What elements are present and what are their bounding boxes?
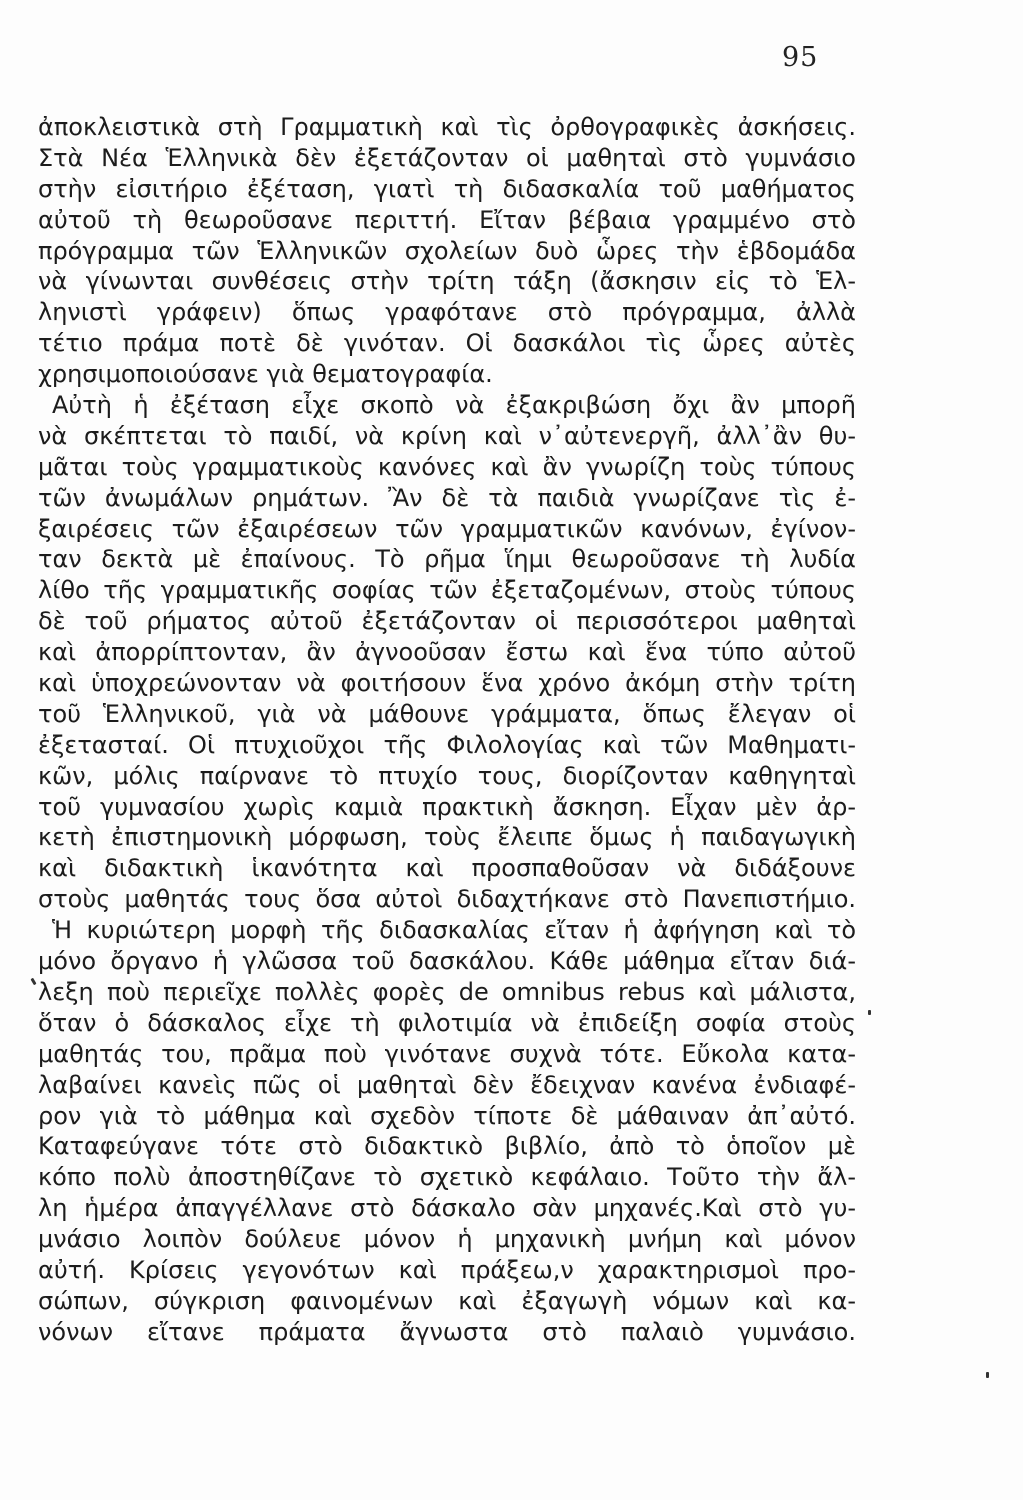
text-line: καὶ ἀπορρίπτονταν, ἂν ἀγνοοῦσαν ἔστω καὶ ἕνα τύπο αὐτοῦ — [38, 638, 856, 667]
text-line: ρον γιὰ τὸ μάθημα καὶ σχεδὸν τίποτε δὲ μάθαιναν ἀπ᾽αὐτό. — [38, 1101, 856, 1130]
text-line: κετὴ ἐπιστημονικὴ μόρφωση, τοὺς ἔλειπε ὅμως ἡ παιδαγωγικὴ — [38, 823, 856, 852]
text-line: καὶ διδακτικὴ ἱκανότητα καὶ προσπαθοῦσαν νὰ διδάξουνε — [38, 854, 856, 883]
text-line: μόνο ὄργανο ἡ γλῶσσα τοῦ δασκάλου. Κάθε μάθημα εἴταν διά- — [38, 947, 856, 976]
text-line: πρόγραμμα τῶν Ἑλληνικῶν σχολείων δυὸ ὧρες τὴν ἑβδομάδα — [38, 236, 856, 265]
text-line: στὴν εἰσιτήριο ἐξέταση, γιατὶ τὴ διδασκαλία τοῦ μαθήματος — [38, 174, 856, 203]
text-line: αὐτοῦ τὴ θεωροῦσανε περιττή. Εἴταν βέβαια γραμμένο στὸ — [38, 205, 856, 234]
text-line: τῶν ἀνωμάλων ρημάτων. Ἂν δὲ τὰ παιδιὰ γνωρίζανε τὶς ἐ- — [38, 483, 856, 512]
text-line: λεξη ποὺ περιεῖχε πολλὲς φορὲς de omnibus rebus καὶ μάλιστα, — [38, 977, 856, 1006]
text-line: νὰ σκέπτεται τὸ παιδί, νὰ κρίνη καὶ ν᾽αὐτενεργῆ, ἀλλ᾽ἂν θυ- — [38, 421, 856, 450]
text-line: τοῦ Ἑλληνικοῦ, γιὰ νὰ μάθουνε γράμματα, ὅπως ἔλεγαν οἱ — [38, 699, 856, 728]
text-line: αὐτή. Κρίσεις γεγονότων καὶ πράξεω,ν χαρακτηρισμοὶ προ- — [38, 1255, 856, 1284]
text-line: στοὺς μαθητάς τους ὅσα αὐτοὶ διδαχτήκανε στὸ Πανεπιστήμιο. — [38, 885, 856, 914]
text-line: τέτιο πράμα ποτὲ δὲ γινόταν. Οἱ δασκάλοι τὶς ὧρες αὐτὲς — [38, 329, 856, 358]
text-line: σώπων, σύγκριση φαινομένων καὶ ἐξαγωγὴ νόμων καὶ κα- — [38, 1286, 856, 1315]
text-line: καὶ ὑποχρεώνονταν νὰ φοιτήσουν ἕνα χρόνο ἀκόμη στὴν τρίτη — [38, 669, 856, 698]
text-line: μαθητάς του, πρᾶμα ποὺ γινότανε συχνὰ τότε. Εὔκολα κατα- — [38, 1039, 856, 1068]
text-line: ξαιρέσεις τῶν ἐξαιρέσεων τῶν γραμματικῶν κανόνων, ἐγίνον- — [38, 514, 856, 543]
text-line: ταν δεκτὰ μὲ ἐπαίνους. Τὸ ρῆμα ἵημι θεωροῦσανε τὴ λυδία — [38, 545, 856, 574]
text-line: νόνων εἴτανε πράματα ἄγνωστα στὸ παλαιὸ γυμνάσιο. — [38, 1317, 856, 1346]
text-line: ἀποκλειστικὰ στὴ Γραμματικὴ καὶ τὶς ὀρθογραφικὲς ἀσκήσεις. — [38, 113, 856, 141]
text-line: Ἡ κυριώτερη μορφὴ τῆς διδασκαλίας εἴταν ἡ ἀφήγηση καὶ τὸ — [52, 916, 856, 945]
text-line: μνάσιο λοιπὸν δούλευε μόνον ἡ μηχανικὴ μνήμη καὶ μόνον — [38, 1225, 856, 1254]
text-line: Καταφεύγανε τότε στὸ διδακτικὸ βιβλίο, ἀπὸ τὸ ὁποῖον μὲ — [38, 1132, 856, 1161]
margin-speck — [986, 1372, 989, 1378]
text-line: ληνιστὶ γράφειν) ὅπως γραφότανε στὸ πρόγραμμα, ἀλλὰ — [38, 298, 856, 327]
text-line: ἐξετασταί. Οἱ πτυχιοῦχοι τῆς Φιλολογίας καὶ τῶν Μαθηματι- — [38, 730, 856, 759]
text-line: τοῦ γυμνασίου χωρὶς καμιὰ πρακτικὴ ἄσκηση. Εἶχαν μὲν ἀρ- — [38, 792, 856, 821]
text-line: Στὰ Νέα Ἑλληνικὰ δὲν ἐξετάζονταν οἱ μαθηταὶ στὸ γυμνάσιο — [38, 143, 856, 172]
text-line: δὲ τοῦ ρήματος αὐτοῦ ἐξετάζονταν οἱ περισσότεροι μαθηταὶ — [38, 607, 856, 636]
body-text — [38, 112, 856, 1348]
text-line: ὅταν ὁ δάσκαλος εἶχε τὴ φιλοτιμία νὰ ἐπιδείξη σοφία στοὺς — [38, 1008, 856, 1037]
text-line: Αὐτὴ ἡ ἐξέταση εἶχε σκοπὸ νὰ ἐξακριβώση ὄχι ἂν μπορῆ — [52, 391, 856, 420]
text-line: μᾶται τοὺς γραμματικοὺς κανόνες καὶ ἂν γνωρίζη τοὺς τύπους — [38, 452, 856, 481]
text-line: κῶν, μόλις παίρνανε τὸ πτυχίο τους, διορίζονταν καθηγηταὶ — [38, 761, 856, 790]
text-line: λη ἡμέρα ἀπαγγέλλανε στὸ δάσκαλο σὰν μηχανές.Καὶ στὸ γυ- — [38, 1194, 856, 1223]
text-line: νὰ γίνωνται συνθέσεις στὴν τρίτη τάξη (ἄσκησιν εἰς τὸ Ἑλ- — [38, 267, 856, 296]
text-line: λίθο τῆς γραμματικῆς σοφίας τῶν ἐξεταζομένων, στοὺς τύπους — [38, 576, 856, 605]
text-line: χρησιμοποιούσανε γιὰ θεματογραφία. — [38, 360, 493, 389]
margin-speck — [30, 978, 36, 986]
text-line: κόπο πολὺ ἀποστηθίζανε τὸ σχετικὸ κεφάλαιο. Τοῦτο τὴν ἄλ- — [38, 1163, 856, 1192]
text-line: λαβαίνει κανεὶς πῶς οἱ μαθηταὶ δὲν ἔδειχναν κανένα ἐνδιαφέ- — [38, 1070, 856, 1099]
margin-speck — [868, 1010, 871, 1015]
page-number: 95 — [782, 42, 819, 73]
